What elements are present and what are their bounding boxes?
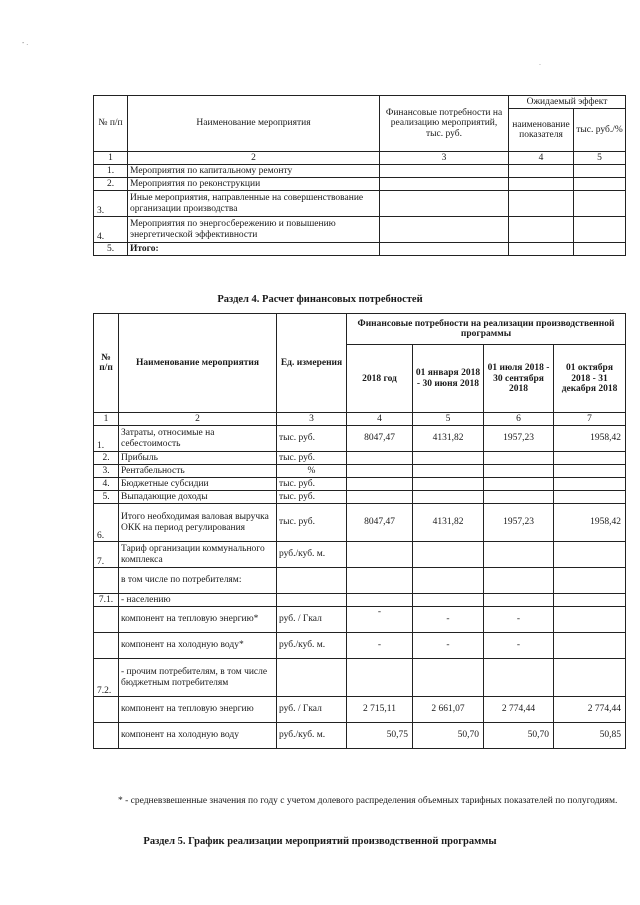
financial-needs-table [93,313,626,749]
table-row: 6. Итого необходимая валовая выручка ОКК на период регулирования тыс. руб. 8047,47 4131,82 1957,23 1958,42 [94,504,626,542]
index-row: 1 2 3 4 5 6 7 [94,413,626,426]
table-row: компонент на тепловую энергию руб. / Гкал 2 715,11 2 661,07 2 774,44 2 774,44 [94,697,626,723]
table-row: 7. Тариф организации коммунального комплекса руб./куб. м. [94,542,626,568]
table-row: 5. Выпадающие доходы тыс. руб. [94,491,626,504]
table-row: компонент на холодную воду руб./куб. м. 50,75 50,70 50,70 50,85 [94,723,626,749]
table-row: 4. Бюджетные субсидии тыс. руб. [94,478,626,491]
table-row: 4. Мероприятия по энергосбережению и повышению энергетической эффективности [94,217,626,243]
table-row: компонент на холодную воду* руб./куб. м. - - - [94,633,626,659]
header-period-q3: 01 июля 2018 - 30 сентября 2018 [484,345,554,413]
table-row: 7.2. - прочим потребителям, в том числе бюджетным потребителям [94,659,626,697]
table-row: 2. Мероприятия по реконструкции [94,178,626,191]
table-row: компонент на тепловую энергию* руб. / Гкал - - - [94,607,626,633]
activities-table [93,95,626,256]
table-row: 3. Иные мероприятия, направленные на совершенствование организации производства [94,191,626,217]
index-row: 1 2 3 4 5 [94,152,626,165]
section-5-title: Раздел 5. График реализации мероприятий производственной программы [143,836,497,847]
header-num: № п/п [94,96,128,152]
header-name: Наименование мероприятия [119,314,277,413]
table-row: 2. Прибыль тыс. руб. [94,452,626,465]
header-num: № п/п [94,314,119,413]
scan-mark: - . [22,40,29,47]
header-period-year: 2018 год [347,345,413,413]
header-finance: Финансовые потребности на реализации производственной программы [347,314,626,345]
header-unit: Ед. измерения [277,314,347,413]
header-finance: Финансовые потребности на реализацию мероприятий, тыс. руб. [380,96,509,152]
header-effect: Ожидаемый эффект [509,96,626,109]
table-row-total: 5. Итого: [94,243,626,256]
header-period-h1: 01 января 2018 - 30 июня 2018 [413,345,484,413]
table-row: 1. Мероприятия по капитальному ремонту [94,165,626,178]
header-name: Наименование мероприятия [128,96,380,152]
table-row: 1. Затраты, относимые на себестоимость тыс. руб. 8047,47 4131,82 1957,23 1958,42 [94,426,626,452]
header-period-q4: 01 октября 2018 - 31 декабря 2018 [554,345,626,413]
table-row: 7.1. - населению [94,594,626,607]
table-row: в том числе по потребителям: [94,568,626,594]
scan-mark: . [539,60,541,67]
section-4-title: Раздел 4. Расчет финансовых потребностей [217,294,423,305]
header-effect-name: наименование показателя [509,109,574,152]
table-row: 3. Рентабельность % [94,465,626,478]
footnote: * - средневзвешенные значения по году с учетом долевого распределения объемных тарифных показателей по полугодиям. [118,796,618,806]
header-effect-unit: тыс. руб./% [574,109,626,152]
